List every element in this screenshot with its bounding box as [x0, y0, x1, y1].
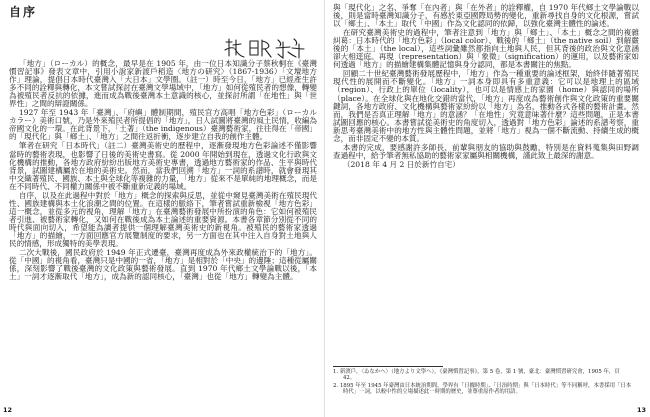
- page-number: 13: [636, 406, 646, 414]
- paragraph: 「地方」（ローカル）的概念，最早是在 1905 年，由一位日本知識分子蔡秋桐在《臺灣慣習記事》發表文章中，引用小說家新渡戶稻造〈地方の研究〉（1867-1936）「文壇地方作」理論，提倡日本時代臺灣入「大日本」文學圈。（註一）時至今日，「地方」已經產生許多不同的詮釋與轉化，本文嘗試探討在臺灣文學場域中，「地方」如何從殖民者的想像，轉變為被殖民者反抗的依據，進而成為戰後臺灣本土意識的核心，並探討所謂「在地性」與「世界性」之間的辯證關係。: [9, 59, 317, 109]
- footnote-divider: [333, 366, 443, 367]
- paragraph: 回顧二十世紀臺灣藝術發展歷程中，「地方」作為一種重要的論述框架，始終伴隨著殖民現代性的展開而不斷變化。「地方」一詞本身即具有多重意義：它可以是地理上的區域（region）、行政上的單位（locality），也可以是情感上的家園（home）與認同的場所（place）。在全球化與在地化交錯的當代，「地方」再度成為藝術創作與文化政策的重要關鍵詞，各地方政府、文化機構與藝術家紛紛以「地方」為名，推動各式各樣的藝術計畫。然而，我們是否真正理解「地方」的意涵？「在地性」究竟意味著什麼？這些問題，正是本書試圖回應的核心。本書嘗試從美術史的角度切入，透過對「地方色彩」論述的系譜考察，重新思考臺灣美術中的地方性與主體性問題，並將「地方」視為一個不斷流動、持續生成的概念，而非固定不變的本質。: [333, 69, 639, 143]
- signature-image: [222, 36, 312, 60]
- page-title: 自序: [9, 5, 38, 19]
- footnote: 2. 1895 年至 1945 年臺灣由日本統治期間，學界有「日據時期」、「日治時期」與「日本時代」等不同稱呼，本書採用「日本時代」一詞，以較中性的立場描述此一時期的歷史，並尊重原作者的用語。: [333, 382, 632, 395]
- paragraph: 筆者在研究「日本時代」（註二）臺灣美術史的歷程中，逐漸發現地方色彩論述不僅影響當時的藝術表現，也影響了日後的美術史書寫。從 2000 年開始到現在，透過文化行政與文化機構的推動，各地方政府紛紛出版地方美術史專書，透過地方藝術家的作品、生平與時代背景，試圖建構屬於在地的美術史。然而，當我們回溯「地方」一詞的系譜時，就會發現其中交織著殖民、國族、本土與全球化等複雜的力量，「地方」從來不是單純的地理概念，而是在不同時代、不同權力關係中被不斷重新定義的場域。: [9, 141, 317, 191]
- preface-body: [9, 60, 317, 281]
- author-signature: [222, 36, 312, 60]
- paragraph: 1927 年至 1943 年「臺灣」、「府嶼」體制期間，殖民官方高唱「地方色彩」（ローカルカラー）美術口號，乃是外來殖民者所提倡的「地方」，日人試圖將臺灣的風土民情，收編為帝國文化的一環。在此背景下，「土著」（the indigenous）臺灣藝術家，往往得在「帝國」的「現代化」與「鄉土」、「地方」之間往返折衝，逐步建立自我的創作主體。: [9, 108, 317, 142]
- paragraph: 在研究臺灣美術史的過程中，筆者注意到「地方」與「鄉土」、「本土」概念之間的複雜糾葛：日本時代的「地方色彩」（local color）、戰後的「鄉土」（the native soil）到解嚴後的「本土」（the local），這些詞彙雖然都指向土地與人民，但其背後的政治與文化意涵卻大相逕庭。再現（representation）與「象徵」（signification）的運用，以及藝術家如何透過「地方」的描繪建構集體記憶與身分認同，都是本書關注的焦點。: [333, 28, 639, 70]
- footnotes: [333, 369, 633, 396]
- date-line: （2018 年 4 月 2 日於新竹自宅）: [342, 159, 460, 169]
- paragraph: 與「現代化」之名、爭奪「在內者」與「在外者」的詮釋權，自 1970 年代鄉土文學論戰以後，則是當時臺灣知識分子，有感於東亞國際局勢的變化，重新尋找自身的文化根源，嘗試以「鄉土」、「本土」取代「中國」作為文化認同的依歸，以強化臺灣主體性的論述。: [333, 3, 639, 29]
- paragraph: 本書的完成，要感謝許多師長、前輩與朋友的協助與鼓勵，特別是在資料蒐集與田野調查過程中，給予筆者無私協助的藝術家家屬與相關機構，謹此致上最深的謝意。: [333, 142, 639, 160]
- footnote: 1. 新渡戶，〈ゐなかへ〉（地方より文學へ），《臺灣慣習記事》，第 5 卷，第 1 號，臺北：臺灣慣習研究會，1905 年，頁 42。: [333, 369, 620, 382]
- right-page: [325, 0, 650, 417]
- page-number: 12: [3, 406, 13, 414]
- paragraph: 二次大戰後，國民政府於 1949 年正式遷臺，臺灣再度成為外來政權統治下的「地方」。從「中國」的視角看，臺灣只是中國的一省，「地方」是相對於「中央」的邊陲；這種從屬關係，深刻影響了戰後臺灣的文化政策與藝術發展。直到 1970 年代鄉土文學論戰以後，「本土」一詞才逐漸取代「地方」，成為新的認同核心，「臺灣」也從「地方」轉變為主體。: [9, 248, 317, 282]
- preface-body-continued: [333, 4, 639, 169]
- paragraph: 自序，以及在此過程中對於「地方」概念的探索與反思，並從中窺見臺灣美術在殖民現代性、國族建構與本土化浪潮之間的位置。在這樣的脈絡下，筆者嘗試重新檢視「地方色彩」這一概念，並從多元的視角，理解「地方」在臺灣藝術發展中所扮演的角色：它如何被殖民者引進、被藝術家轉化，又如何在戰後成為本土論述的重要資源。本書各章節分別從不同的時代與面向切入，希望能為讀者提供一個理解臺灣美術史的新視角。被殖民的藝術家透過「地方」的描繪，一方面回應官方展覽制度的要求，另一方面也在其中注入自身對土地與人民的情感，形成獨特的美學表現。: [9, 190, 317, 249]
